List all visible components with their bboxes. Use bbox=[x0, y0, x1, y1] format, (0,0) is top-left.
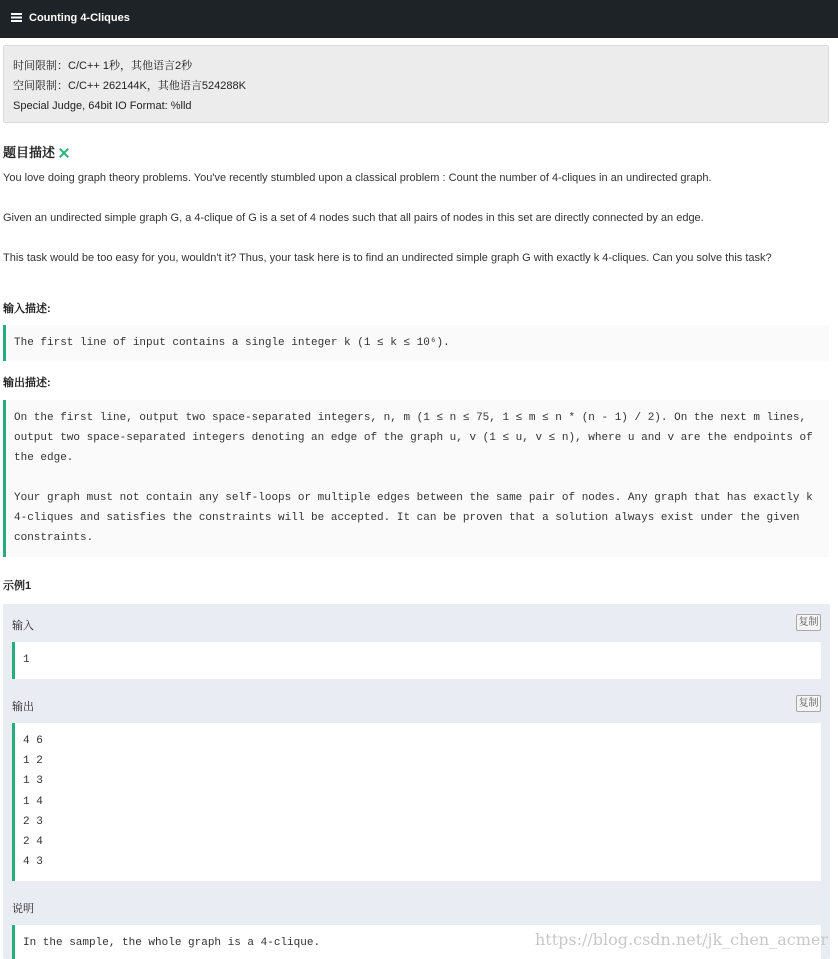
sample-output-line: 2 3 bbox=[23, 816, 43, 828]
description-title: 题目描述 bbox=[3, 145, 56, 160]
sample-output-line: 4 3 bbox=[23, 856, 43, 868]
time-limit: 时间限制：C/C++ 1秒，其他语言2秒 bbox=[13, 60, 193, 72]
sample-note-label: 说明 bbox=[12, 903, 34, 915]
menu-icon[interactable] bbox=[11, 13, 22, 22]
memory-limit: 空间限制：C/C++ 262144K，其他语言524288K bbox=[13, 80, 246, 92]
input-description-box bbox=[3, 325, 829, 361]
limits-box bbox=[3, 45, 829, 123]
top-bar bbox=[0, 0, 838, 38]
output-description-line: the edge. bbox=[14, 452, 74, 464]
description-paragraph: Given an undirected simple graph G, a 4-clique of G is a set of 4 nodes such that all pairs of nodes in this set are directly connected by an edge. bbox=[3, 212, 704, 224]
input-heading: 输入描述: bbox=[3, 303, 51, 315]
sample-note-line: In the sample, the whole graph is a 4-clique. bbox=[23, 937, 321, 949]
copy-input-button[interactable]: 复制 bbox=[796, 614, 821, 631]
output-description-line: output two space-separated integers denoting an edge of the graph u, v (1 ≤ u, v ≤ n), where u and v are the endpoints of bbox=[14, 432, 813, 444]
watermark: https://blog.csdn.net/jk_chen_acmer bbox=[535, 930, 828, 949]
sample-output-line: 1 3 bbox=[23, 775, 43, 787]
sample-output-line: 1 4 bbox=[23, 796, 43, 808]
sample-input-label: 输入 bbox=[12, 620, 34, 632]
problem-title: Counting 4-Cliques bbox=[29, 12, 130, 24]
description-heading bbox=[3, 142, 69, 161]
sample-output-line: 2 4 bbox=[23, 836, 43, 848]
output-heading: 输出描述: bbox=[3, 377, 51, 389]
judge-info: Special Judge, 64bit IO Format: %lld bbox=[13, 100, 192, 112]
description-paragraph: You love doing graph theory problems. You've recently stumbled upon a classical problem : Count the number of 4-cliques in an undirected graph. bbox=[3, 172, 712, 184]
sample-output-line: 4 6 bbox=[23, 735, 43, 747]
sample-heading: 示例1 bbox=[3, 580, 32, 592]
sample-input-box bbox=[12, 642, 821, 679]
description-paragraph: This task would be too easy for you, wouldn't it? Thus, your task here is to find an undirected simple graph G with exactly k 4-cliques. Can you solve this task? bbox=[3, 252, 772, 264]
sample-panel bbox=[3, 604, 830, 959]
output-description-line: constraints. bbox=[14, 532, 94, 544]
output-description-box bbox=[3, 400, 829, 557]
expand-icon[interactable] bbox=[59, 148, 69, 158]
output-description-line: Your graph must not contain any self-loops or multiple edges between the same pair of nodes. Any graph that has exactly k bbox=[14, 492, 813, 504]
output-description-line: 4-cliques and satisfies the constraints will be accepted. It can be proven that a solution always exist under the given bbox=[14, 512, 800, 524]
sample-output-line: 1 2 bbox=[23, 755, 43, 767]
sample-output-label: 输出 bbox=[12, 701, 34, 713]
output-description-line: On the first line, output two space-separated integers, n, m (1 ≤ n ≤ 75, 1 ≤ m ≤ n * (n - 1) / 2). On the next m lines, bbox=[14, 412, 807, 424]
sample-output-box bbox=[12, 723, 821, 881]
copy-output-button[interactable]: 复制 bbox=[796, 695, 821, 712]
sample-input-line: 1 bbox=[23, 654, 30, 666]
input-description-line: The first line of input contains a single integer k (1 ≤ k ≤ 10⁶). bbox=[14, 337, 450, 349]
